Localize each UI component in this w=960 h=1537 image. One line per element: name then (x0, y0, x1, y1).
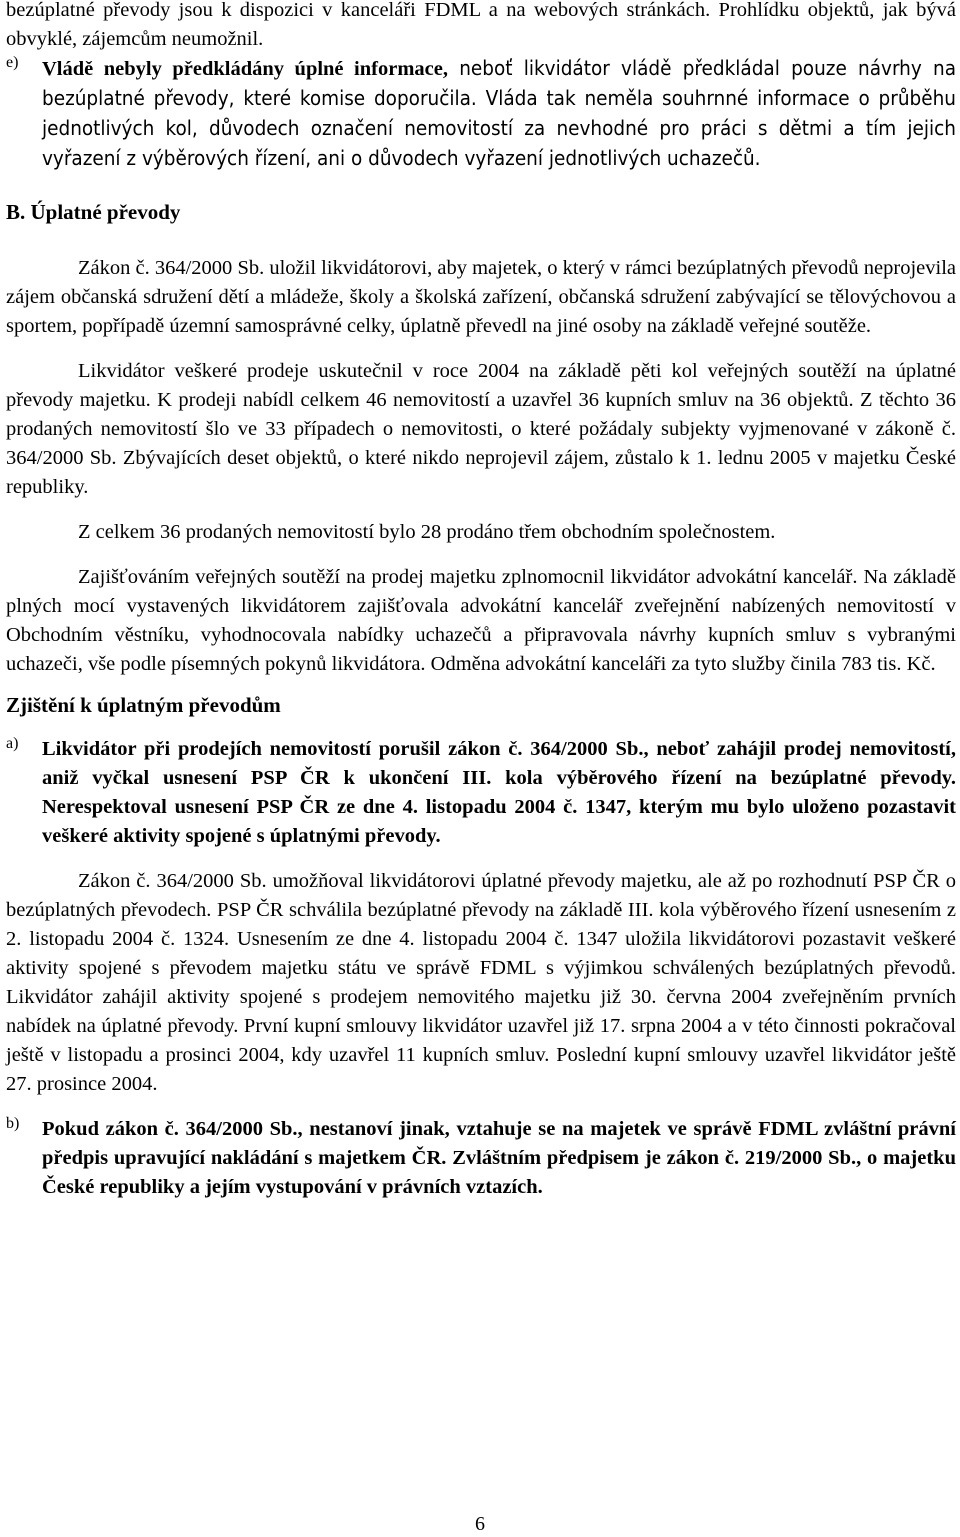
paragraph-sold-companies: Z celkem 36 prodaných nemovitostí bylo 28 prodáno třem obchodním společnostem. (78, 521, 776, 543)
list-item-text (42, 54, 956, 174)
page-number: 6 (475, 1513, 485, 1535)
paragraph-timeline: Zákon č. 364/2000 Sb. umožňoval likvidátorovi úplatné převody majetku, ale až po rozhodnutí PSP ČR o bezúplatných převodech. PSP ČR schválila bezúplatné převody na základě III. kola výběrového řízení usnesením z 2. listopadu 2004 č. 1324. Usnesením ze dne 4. listopadu 2004 č. 1347 uložila likvidátorovi pozastavit veškeré aktivity spojené s převodem majetku státu ve správě FDML s výjimkou schválených bezúplatných převodů. Likvidátor zahájil aktivity spojené s prodejem nemovitého majetku již 30. června 2004 zveřejněním prvních nabídek na úplatné převody. První kupní smlouvy likvidátor uzavřel již 17. srpna 2004 a v této činnosti pokračoval ještě v listopadu a prosinci 2004, kdy uzavřel 11 kupních smluv. Poslední kupní smlouvy uzavřel likvidátor ještě 27. prosince 2004. (6, 870, 956, 1095)
list-item-a (6, 735, 956, 851)
list-item-e (6, 54, 956, 174)
list-item-rest: neboť likvidátor vládě předkládal pouze návrhy na bezúplatné převody, které komise doporučila. Vláda tak neměla souhrnné informace o průběhu jednotlivých kol, důvodech označení nemovitostí za nevhodné pro práci s dětmi a tím jejich vyřazení z výběrových řízení, ani o důvodech vyřazení jednotlivých uchazečů. (42, 56, 956, 170)
list-item-text: Pokud zákon č. 364/2000 Sb., nestanoví jinak, vztahuje se na majetek ve správě FDML zvláštní právní předpis upravující nakládání s majetkem ČR. Zvláštním předpisem je zákon č. 219/2000 Sb., o majetku České republiky a jejím vystupování v právních vztazích. (42, 1118, 956, 1198)
paragraph-sales-2004: Likvidátor veškeré prodeje uskutečnil v roce 2004 na základě pěti kol veřejných soutěží na úplatné převody majetku. K prodeji nabídl celkem 46 nemovitostí a uzavřel 36 kupních smluv na 36 objektů. Z těchto 36 prodaných nemovitostí šlo ve 33 případech o nemovitosti, o které požádaly subjekty vyjmenované v zákoně č. 364/2000 Sb. Zbývajících deset objektů, o které nikdo neprojevil zájem, zůstalo k 1. lednu 2005 v majetku České republiky. (6, 360, 956, 498)
section-heading-b: B. Úplatné převody (6, 200, 181, 224)
list-label: b) (6, 1115, 20, 1132)
list-item-text: Likvidátor při prodejích nemovitostí porušil zákon č. 364/2000 Sb., neboť zahájil prodej nemovitostí, aniž vyčkal usnesení PSP ČR k ukončení III. kola výběrového řízení na bezúplatné převody. Nerespektoval usnesení PSP ČR ze dne 4. listopadu 2004 č. 1347, kterým mu bylo uloženo pozastavit veškeré aktivity spojené s úplatnými převody. (42, 738, 956, 847)
list-label: a) (6, 735, 19, 752)
paragraph-continuation: bezúplatné převody jsou k dispozici v kanceláři FDML a na webových stránkách. Prohlídku objektů, jak bývá obvyklé, zájemcům neumožnil. (6, 0, 956, 50)
list-item-b (6, 1115, 956, 1202)
findings-heading: Zjištění k úplatným převodům (6, 693, 281, 717)
list-label: e) (6, 54, 19, 71)
list-item-bold: Vládě nebyly předkládány úplné informace, (42, 58, 448, 80)
paragraph-law-obligation: Zákon č. 364/2000 Sb. uložil likvidátorovi, aby majetek, o který v rámci bezúplatných převodů neprojevila zájem občanská sdružení dětí a mládeže, školy a školská zařízení, občanská sdružení zabývající se tělovýchovou a sportem, popřípadě územní samosprávné celky, úplatně převedl na jiné osoby na základě veřejné soutěže. (6, 257, 956, 337)
paragraph-law-firm: Zajišťováním veřejných soutěží na prodej majetku zplnomocnil likvidátor advokátní kancelář. Na základě plných mocí vystavených likvidátorem zajišťovala advokátní kancelář zveřejnění nabízených nemovitostí v Obchodním věstníku, vyhodnocovala nabídky uchazečů a připravovala návrhy kupních smluv s vybranými uchazeči, vše podle písemných pokynů likvidátora. Odměna advokátní kanceláři za tyto služby činila 783 tis. Kč. (6, 566, 956, 675)
document-page (6, 0, 956, 1202)
